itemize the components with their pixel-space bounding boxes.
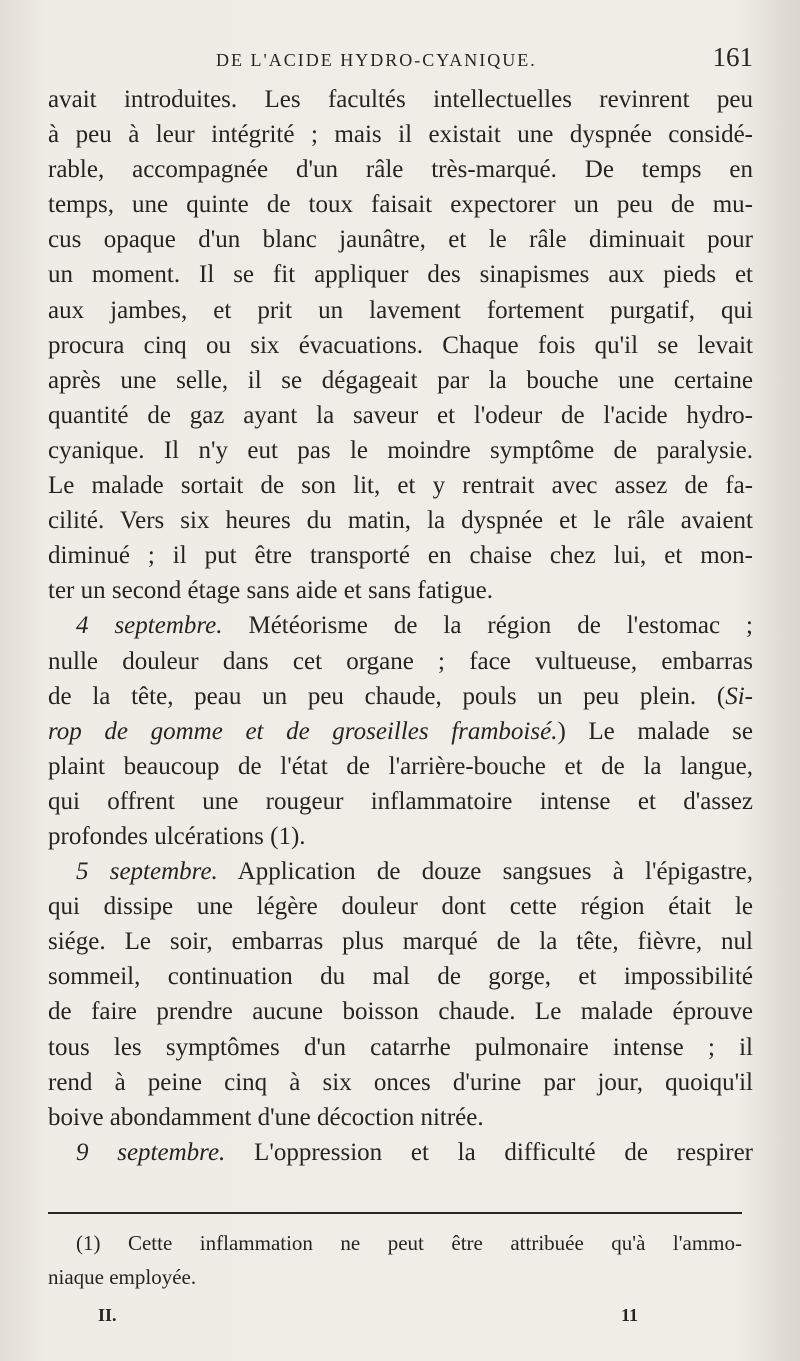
page-header — [48, 42, 753, 82]
date-label: 5 septembre. — [76, 858, 218, 886]
text-line: après une selle, il se dégageait par la bouche une certaine — [48, 366, 753, 394]
body-text — [48, 82, 753, 1170]
footnote — [48, 1226, 742, 1294]
volume-signature: II. — [98, 1305, 117, 1325]
text-line: cyanique. Il n'y eut pas le moindre symptôme de paralysie. — [48, 436, 753, 464]
date-label: 4 septembre. — [76, 612, 223, 640]
text-line: rop de gomme et de groseilles framboisé.) Le malade se — [48, 717, 754, 745]
text-line: boive abondamment d'une décoction nitrée. — [48, 1103, 484, 1131]
footnote-line: niaque employée. — [48, 1265, 197, 1289]
text-line: avait introduites. Les facultés intellectuelles revinrent peu — [48, 86, 753, 113]
text-line: profondes ulcérations (1). — [48, 822, 306, 850]
text-line: qui offrent une rougeur inflammatoire intense et d'assez — [48, 787, 753, 815]
text-line: sommeil, continuation du mal de gorge, et impossibilité — [48, 963, 753, 991]
paragraph-start-line: 5 septembre. Application de douze sangsues à l'épigastre, — [76, 858, 753, 886]
text-line: tous les symptômes d'un catarrhe pulmonaire intense ; il — [48, 1033, 753, 1061]
text-line: quantité de gaz ayant la saveur et l'odeur de l'acide hydro- — [48, 401, 753, 429]
text-line: cilité. Vers six heures du matin, la dyspnée et le râle avaient — [48, 507, 753, 535]
text-line: procura cinq ou six évacuations. Chaque fois qu'il se levait — [48, 331, 753, 359]
text-line: qui dissipe une légère douleur dont cette région était le — [48, 893, 753, 921]
prescription-text: rop de gomme et de groseilles framboisé. — [48, 717, 558, 745]
text-line: aux jambes, et prit un lavement fortement purgatif, qui — [48, 296, 753, 324]
text-line: plaint beaucoup de l'état de l'arrière-bouche et de la langue, — [48, 752, 753, 780]
text-line: rend à peine cinq à six onces d'urine par jour, quoiqu'il — [48, 1068, 753, 1096]
running-head: DE L'ACIDE HYDRO-CYANIQUE. — [216, 50, 537, 70]
paragraph-start-line: 4 septembre. Météorisme de la région de l'estomac ; — [76, 612, 753, 640]
text-line: diminué ; il put être transporté en chaise chez lui, et mon- — [48, 542, 753, 570]
footnote-line: (1) Cette inflammation ne peut être attribuée qu'à l'ammo- — [76, 1231, 742, 1255]
footnote-divider — [48, 1212, 742, 1214]
signature-marks — [98, 1305, 638, 1335]
text-line: nulle douleur dans cet organe ; face vultueuse, embarras — [48, 647, 753, 675]
text-line: Le malade sortait de son lit, et y rentrait avec assez de fa- — [48, 472, 753, 500]
page-number: 161 — [712, 42, 753, 72]
text-line: siége. Le soir, embarras plus marqué de la tête, fièvre, nul — [48, 928, 753, 956]
text-line: de la tête, peau un peu chaude, pouls un peu plein. (Si- — [48, 682, 753, 710]
text-line: de faire prendre aucune boisson chaude. Le malade éprouve — [48, 998, 753, 1026]
date-label: 9 septembre. — [76, 1138, 226, 1166]
text-line: un moment. Il se fit appliquer des sinapismes aux pieds et — [48, 261, 753, 289]
text-line: temps, une quinte de toux faisait expectorer un peu de mu- — [48, 191, 753, 219]
text-line: ter un second étage sans aide et sans fatigue. — [48, 577, 493, 605]
paragraph-start-line: 9 septembre. L'oppression et la difficulté de respirer — [76, 1138, 753, 1166]
text-line: rable, accompagnée d'un râle très-marqué. De temps en — [48, 156, 753, 184]
text-line: cus opaque d'un blanc jaunâtre, et le râle diminuait pour — [48, 226, 753, 254]
gathering-signature: 11 — [620, 1305, 638, 1325]
text-line: à peu à leur intégrité ; mais il existait une dyspnée considé- — [48, 121, 753, 149]
